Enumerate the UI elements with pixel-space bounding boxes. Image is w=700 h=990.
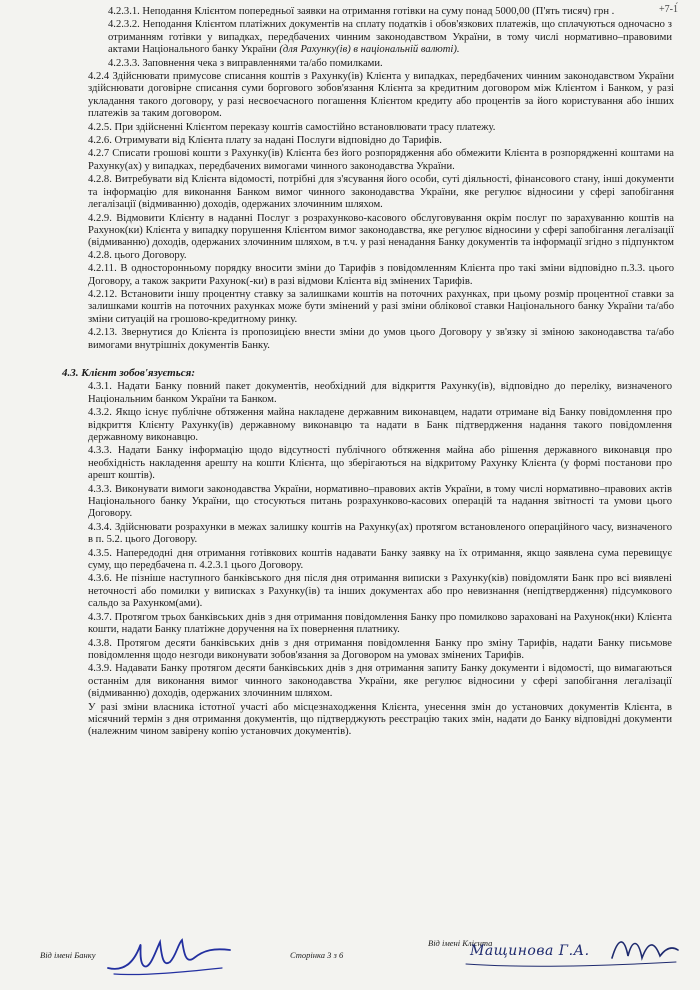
bank-signature xyxy=(104,932,234,980)
clause-4-3-2: 4.3.2. Якщо існує публічне обтяження майна накладене державним виконавцем, надати отримане від Банку повідомлення про відкриття Клієнту Рахунку(ів) державному виконавцю та надати в Банк підтвердження надання такого повідомлення державному виконавцю. xyxy=(88,407,672,443)
client-signature-label: Від імені Клієнта xyxy=(428,938,493,948)
bank-signature-label: Від імені Банку xyxy=(40,950,96,960)
corner-mark: +7-1́ xyxy=(659,4,678,15)
page-content xyxy=(0,6,700,740)
clause-4-3-8: 4.3.8. Протягом десяти банківських днів з дня отримання повідомлення Банку про зміну Тарифів, надати Банку письмове повідомлення щодо незгоди виконувати зобов'язання за Договором на умовах змінених Тарифів. xyxy=(88,637,672,661)
clause-4-2-11: 4.2.11. В односторонньому порядку вносити зміни до Тарифів з повідомленням Клієнта про такі зміни відповідно п.3.3. цього Договору, а також закрити Рахунок(-ки) в разі відмови Клієнта від змінених Тарифів. xyxy=(88,263,674,287)
clause-4-2-5: 4.2.5. При здійсненні Клієнтом переказу коштів самостійно встановлювати трасу платежу. xyxy=(88,121,496,133)
clause-4-3-5: 4.3.5. Напередодні дня отримання готівкових коштів надавати Банку заявку на їх отримання, якщо заявлена сума перевищує суму, що передбачена п. 4.2.3.1 цього Договору. xyxy=(88,547,672,572)
section-title-4-3: 4.3. Клієнт зобов'язується: xyxy=(62,366,195,379)
clause-4-3-3b: 4.3.3. Виконувати вимоги законодавства України, нормативно–правових актів України, в тому числі нормативно–правових актів Національного банку України, що стосуються питань розрахунково-касових операцій та надання звітності та умови цього Договору. xyxy=(88,483,672,520)
clause-4-3-1: 4.3.1. Надати Банку повний пакет документів, необхідний для відкриття Рахунку(ів), відповідно до переліку, визначеного Національним банком України та Банком. xyxy=(88,381,672,405)
clause-4-3-9: 4.3.9. Надавати Банку протягом десяти банківських днів з дня отримання запиту Банку документи і відомості, що вимагаються останнім для виконання вимог чинного законодавства України, яке регулює відносини у сфері запобігання легалізації (відмиванню) доходів, одержаних злочинним шляхом. xyxy=(88,663,672,700)
clause-4-2-3-1: 4.2.3.1. Неподання Клієнтом попередньої заявки на отримання готівки на суму понад 5000,00 (П'ять тисяч) грн . xyxy=(108,6,615,17)
clause-4-2-9: 4.2.9. Відмовити Клієнту в наданні Послуг з розрахунково-касового обслуговування окрім послуг по зарахуванню коштів на Рахунок(ки) Клієнта у випадку порушення Клієнтом вимог законодавства, яке регулює відносини у сфері запобігання легалізації (відмиванню) доходів, одержаних злочинним шляхом, в т.ч. у разі ненадання Банку документів та інформації згідно з підпунктом 4.2.8. цього Договору. xyxy=(88,212,674,261)
clause-4-2-3-2-text: 4.2.3.2. Неподання Клієнтом платіжних документів на сплату податків і обов'язкових платежів, що сплачуються одночасно з отриманням готівки у випадках, передбачених чинним законодавством України, в тому числі нормативно–правовими актами Національного банку України xyxy=(108,19,672,56)
clause-4-2-8: 4.2.8. Витребувати від Клієнта відомості, потрібні для з'ясування його особи, суті діяльності, фінансового стану, інші документи та інформацію для виконання Банком вимог чинного законодавства України, яке регулює відносини у сфері запобігання легалізації (відмиванню) доходів, одержаних злочинним шляхом. xyxy=(88,174,674,211)
clause-4-3-9-extra: У разі зміни власника істотної участі або місцезнаходження Клієнта, унесення змін до установчих документів Клієнта, в місячний термін з дня отримання документів, що підтверджують реєстрацію таких змін, надати до Банку відповідні документи (належним чином завірену копію установчих документів). xyxy=(88,701,672,738)
clause-4-3-7: 4.3.7. Протягом трьох банківських днів з дня отримання повідомлення Банку про помилково зараховані на Рахунок(нки) Клієнта кошти, надати Банку платіжне доручення на їх повернення платнику. xyxy=(88,611,672,636)
clause-4-2-3-2 xyxy=(0,19,700,56)
page-footer xyxy=(0,928,700,988)
clause-4-3-4: 4.3.4. Здійснювати розрахунки в межах залишку коштів на Рахунку(ах) протягом встановленого операційного часу, визначеного в п. 5.2. цього Договору. xyxy=(88,521,672,546)
clause-4-2-3-2-italic: (для Рахунку(ів) в національній валюті). xyxy=(279,44,460,56)
clause-4-2-6: 4.2.6. Отримувати від Клієнта плату за надані Послуги відповідно до Тарифів. xyxy=(88,135,442,147)
clause-4-2-7: 4.2.7 Списати грошові кошти з Рахунку(ів) Клієнта без його розпорядження або обмежити Клієнта в розпорядженні коштами на Рахунку(ах) у випадках, передбачених вимогами чинного законодавства України. xyxy=(88,148,674,172)
clause-4-3-3a: 4.3.3. Надати Банку інформацію щодо відсутності публічного обтяження майна або рішення державного виконавця про необхідність накладення арешту на кошти Клієнта, що зберігаються на відкритому Рахунку Клієнта (у формі постанови про арешт коштів). xyxy=(88,445,672,482)
page-number: Сторінка 3 з 6 xyxy=(290,950,344,960)
clause-4-3-6: 4.3.6. Не пізніше наступного банківського дня після дня отримання виписки з Рахунку(ків) повідомляти Банк про всі виявлені неточності або помилки у виписках з Рахунку(ів) та інших документах або про невизнання (непідтвердження) підсумкового сальдо за Рахунком(ами). xyxy=(88,573,672,610)
clause-4-2-12: 4.2.12. Встановити іншу процентну ставку за залишками коштів на поточних рахунках, при цьому розмір процентної ставки за залишками коштів на поточних рахунках може бути змінений у разі зміни облікової ставки Національного банку України та/або зміни ситуацій на грошово-кредитному ринку. xyxy=(88,288,674,325)
clause-4-2-3-3: 4.2.3.3. Заповнення чека з виправленнями та/або помилками. xyxy=(108,57,383,69)
clause-4-2-13: 4.2.13. Звернутися до Клієнта із пропозицією внести зміни до умов цього Договору у зв'язку зі зміною законодавства та/або вимогами внутрішніх документів Банку. xyxy=(88,327,674,351)
clause-4-2-4: 4.2.4 Здійснювати примусове списання коштів з Рахунку(ів) Клієнта у випадках, передбачених чинним законодавством України здійснювати договірне списання суми боргового зобов'язання Клієнта за кредитним договором між Клієнтом і Банком, у разі укладання такого договору, у разі несвоєчасного погашення Клієнтом кредиту або процентів за його користування або інших платежів за таким договором. xyxy=(88,71,674,120)
section-gap xyxy=(0,353,700,367)
client-signature-handwriting: Мащинова Г.А. xyxy=(470,943,590,959)
